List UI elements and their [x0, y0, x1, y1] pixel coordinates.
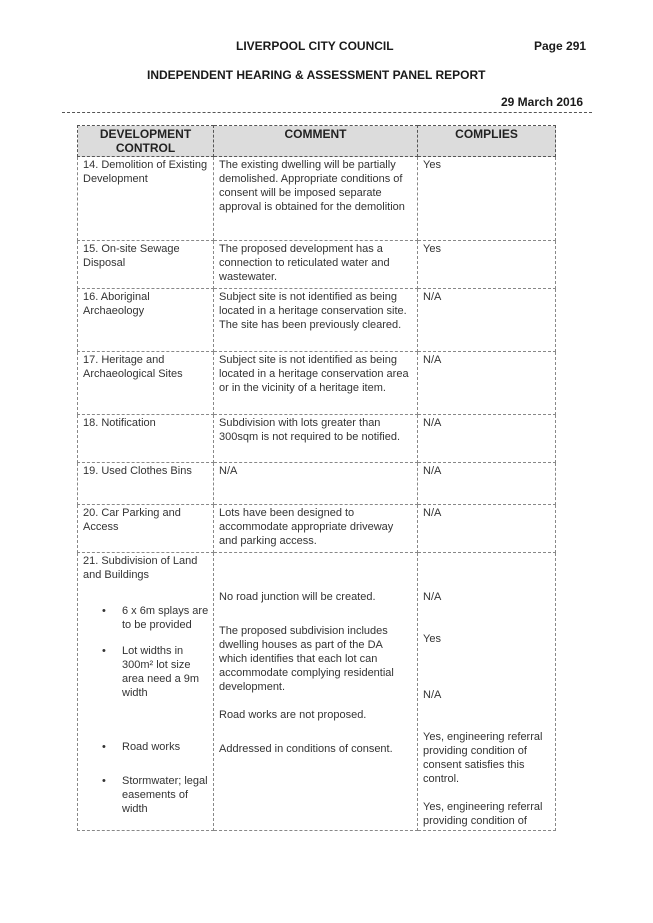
- comment-cell: The proposed development has a connection to reticulated water and wastewater.: [214, 241, 418, 289]
- control-cell: 15. On-site Sewage Disposal: [78, 241, 214, 289]
- column-header-complies: COMPLIES: [418, 126, 556, 157]
- complies-cell: N/A: [418, 415, 556, 463]
- development-control-table: [77, 125, 556, 831]
- table-row: [78, 157, 556, 241]
- comment-cell: The existing dwelling will be partially demolished. Appropriate conditions of consent will be imposed separate approval is obtained for the demolition: [214, 157, 418, 241]
- table-row: [78, 241, 556, 289]
- comment-cell: Lots have been designed to accommodate appropriate driveway and parking access.: [214, 505, 418, 553]
- comment-cell: N/A: [214, 463, 418, 505]
- table-row-subdivision: [78, 553, 556, 831]
- comment-cell: Subject site is not identified as being located in a heritage conservation area or in the vicinity of a heritage item.: [214, 352, 418, 415]
- list-item: • Road works: [83, 740, 209, 754]
- table-row: [78, 505, 556, 553]
- control-cell: 18. Notification: [78, 415, 214, 463]
- complies-cell: Yes: [418, 157, 556, 241]
- table-row: [78, 289, 556, 352]
- complies-cell: N/A: [418, 463, 556, 505]
- subdivision-criteria-list: [83, 604, 209, 816]
- column-header-control: DEVELOPMENT CONTROL: [78, 126, 214, 157]
- comment-line: The proposed subdivision includes dwelling houses as part of the DA which identifies that each lot can accommodate complying residential development.: [219, 625, 394, 693]
- control-cell: 14. Demolition of Existing Development: [78, 157, 214, 241]
- complies-line: Yes, engineering referral providing condition of: [423, 801, 543, 827]
- table-row: [78, 352, 556, 415]
- comment-cell: [214, 553, 418, 831]
- list-item: • Stormwater; legal easements of width: [83, 774, 209, 816]
- complies-cell: N/A: [418, 505, 556, 553]
- column-header-comment: COMMENT: [214, 126, 418, 157]
- comment-line: Addressed in conditions of consent.: [219, 743, 393, 755]
- complies-line: N/A: [423, 689, 442, 701]
- comment-line: Road works are not proposed.: [219, 709, 367, 721]
- list-item: • 6 x 6m splays are to be provided: [83, 604, 209, 632]
- list-item: • Lot widths in 300m² lot size area need a 9m width: [83, 644, 209, 700]
- complies-cell: [418, 553, 556, 831]
- table-header-row: [78, 126, 556, 157]
- complies-cell: N/A: [418, 289, 556, 352]
- complies-cell: N/A: [418, 352, 556, 415]
- control-cell: 20. Car Parking and Access: [78, 505, 214, 553]
- council-name: LIVERPOOL CITY COUNCIL: [236, 39, 394, 53]
- control-cell: 16. Aboriginal Archaeology: [78, 289, 214, 352]
- complies-line: Yes, engineering referral providing condition of consent satisfies this control.: [423, 731, 543, 785]
- control-cell: 17. Heritage and Archaeological Sites: [78, 352, 214, 415]
- subdivision-heading: 21. Subdivision of Land and Buildings: [83, 555, 198, 581]
- table-row: [78, 463, 556, 505]
- report-date: 29 March 2016: [501, 95, 584, 109]
- comment-cell: Subject site is not identified as being located in a heritage conservation site. The site has been previously cleared.: [214, 289, 418, 352]
- complies-line: N/A: [423, 591, 442, 603]
- control-cell: [78, 553, 214, 831]
- header-divider: [62, 112, 592, 113]
- control-cell: 19. Used Clothes Bins: [78, 463, 214, 505]
- comment-cell: Subdivision with lots greater than 300sqm is not required to be notified.: [214, 415, 418, 463]
- comment-line: No road junction will be created.: [219, 591, 376, 603]
- complies-cell: Yes: [418, 241, 556, 289]
- report-title: INDEPENDENT HEARING & ASSESSMENT PANEL REPORT: [147, 68, 486, 82]
- complies-line: Yes: [423, 633, 441, 645]
- table-row: [78, 415, 556, 463]
- page-number: Page 291: [534, 39, 587, 53]
